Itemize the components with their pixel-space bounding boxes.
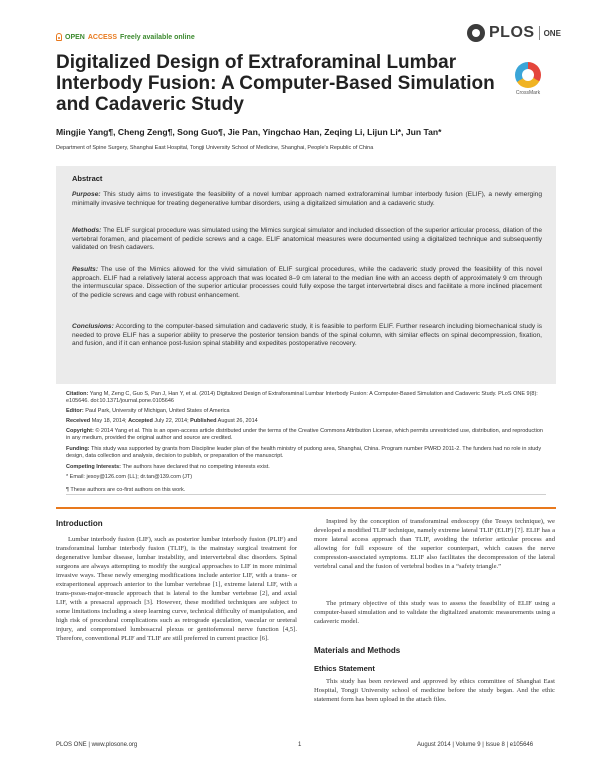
published-date: August 26, 2014	[217, 418, 258, 424]
author-affiliation: Department of Spine Surgery, Shanghai East Hospital, Tongji University School of Medicine, Shanghai, People's Republic of China	[56, 145, 374, 151]
copyright-label: Copyright:	[66, 428, 94, 434]
methods-label: Methods:	[72, 227, 102, 234]
footer-issue: August 2014 | Volume 9 | Issue 8 | e105646	[417, 742, 534, 748]
methods-heading: Materials and Methods	[314, 646, 401, 655]
editor	[66, 408, 546, 415]
open-access-lock-icon	[56, 33, 62, 41]
editor-text: Paul Park, University of Michigan, United States of America	[85, 408, 230, 414]
conclusions-label: Conclusions:	[72, 323, 114, 330]
corresponding-email[interactable]: * Email: jesoy@126.com (LL); dr.tan@139.com (JT)	[66, 474, 193, 480]
citation-text: Yang M, Zeng C, Guo S, Pan J, Han Y, et al. (2014) Digitalized Design of Extraforaminal Lumbar Interbody Fusion: A Computer-Based Simulation and Cadaveric Study. PLoS ONE 9(8): e105646. doi:10.1371/journal.pone.0105646	[66, 391, 538, 405]
page-number: 1	[298, 742, 302, 748]
copyright	[66, 428, 546, 443]
open-access-banner	[56, 33, 195, 41]
funding-label: Funding:	[66, 446, 90, 452]
abstract-conclusions	[72, 323, 542, 349]
purpose-label: Purpose:	[72, 191, 101, 198]
funding	[66, 446, 546, 461]
methods-text: The ELIF surgical procedure was simulated using the Mimics surgical simulator and included dissection of the superior articular process, dilation of the vertebral foramen, and placement of pedicle screws and a cage. ELIF anatomical measures were documented using a digitalized technique and subsequently validated on fresh cadavers.	[72, 227, 543, 252]
introduction-heading: Introduction	[56, 519, 103, 528]
access-label: ACCESS	[87, 33, 118, 41]
purpose-text: This study aims to investigate the feasibility of a novel lumbar approach named extraforaminal lumbar interbody fusion (ELIF), a newly emerging minimally invasive technique for treating degenerative lumbar disorders, using a digitalized simulation and a cadaveric study.	[72, 191, 542, 207]
journal-logo[interactable]	[467, 24, 561, 42]
citation-label: Citation:	[66, 391, 89, 397]
accepted-date: July 22, 2014;	[154, 418, 189, 424]
received-label: Received	[66, 418, 91, 424]
abstract-results	[72, 266, 542, 301]
journal-logo-sub: ONE	[543, 28, 561, 38]
freely-available-label: Freely available online	[120, 33, 195, 41]
competing-text: The authors have declared that no competing interests exist.	[122, 464, 270, 470]
published-label: Published	[190, 418, 217, 424]
received-date: May 18, 2014;	[91, 418, 127, 424]
competing-label: Competing Interests:	[66, 464, 122, 470]
crossmark-badge[interactable]	[507, 62, 549, 96]
results-label: Results:	[72, 266, 99, 273]
right-paragraph-2: The primary objective of this study was to assess the feasibility of ELIF using a computer-based simulation and to validate the digitalized anatomic measurements using a cadaveric model.	[314, 600, 555, 625]
introduction-paragraph: Lumbar interbody fusion (LIF), such as posterior lumbar interbody fusion (PLIF) and transforaminal lumbar interbody fusion (TLIF), is the mainstay surgical treatment for degenerative lumbar disease, lumbar instability, and intervertebral disc disorders. Spinal surgeons are always attempting to modify the surgical approaches to LIF in more minimal invasive ways. These newly emerging modifications include anterior LIF, with a trans- or extraperitoneal approach anterior to the lumbar vertebrae [1], extreme lateral LIF, with a trans-psoas-major-muscle approach that is lateral to the lumbar vertebrae [2], and axial LIF, with a presacral approach [3]. However, these modified techniques are subject to some limitations including a steep learning curve, technical difficulty of manipulation, and high risk of procedural complications such as retrograde ejaculation, vascular or ureteral injury, and compromised lumbosacral plexus or genitofemoral nerve function [4,5]. Therefore, conventional PLIF and TLIF are still preferred in current practice [6].	[56, 536, 297, 642]
ethics-heading: Ethics Statement	[314, 664, 375, 673]
open-label: OPEN	[65, 33, 85, 41]
results-text: The use of the Mimics allowed for the vivid simulation of ELIF surgical procedures, while the cadaveric study proved the feasibility of this novel approach. ELIF had a relatively lateral access approach that was located 8–9 cm lateral to the median line with an access depth of approximately 9 cm through the intermuscular space. Dissection of the superior articular processes could fully expose the target intervertebral discs and facilitate a more inclined placement of the pedicle screws and cage with robust enhancement.	[72, 266, 542, 300]
article-title: Digitalized Design of Extraforaminal Lumbar Interbody Fusion: A Computer-Based Simulation and Cadaveric Study	[56, 52, 495, 115]
journal-logo-text: PLOS	[489, 24, 535, 41]
funding-text: This study was supported by grants from Discipline leader plan of the health ministry of pudong area, Shanghai, China. Program number PWRD 2011-2. The funders had no role in study design, data collection and analysis, decision to publish, or preparation of the manuscript.	[66, 446, 542, 460]
ethics-paragraph: This study has been reviewed and approved by ethics committee of Shanghai East Hospital, Tongji University school of medicine before the study began. And the ethic statement form has been upload in the attach files.	[314, 678, 555, 703]
abstract-methods	[72, 227, 542, 253]
right-paragraph-1: Inspired by the conception of transforaminal endoscopy (the Tessys technique), we developed a modified TLIF technique, namely extreme lateral TLIF (ELIF) [7]. ELIF has a more lateral access approach than TLIF, avoiding the inferior articular process and allowing for full exposure of the superior counterpart, which causes the nerve compression-associated symptoms. ELIF also facilitates the decompression of the lateral vertebral canal and the fusion of vertebral bodies in a “safety triangle.”	[314, 518, 555, 570]
conclusions-text: According to the computer-based simulation and cadaveric study, it is feasible to perform ELIF. Further research including biomechanical study is needed to prove ELIF has a superior ability to preserve the posterior tension bands of the spinal column, with similar effects on spinal decompression, fixation, and fusion, and if it can enhance post-fusion spinal stability and expedites postoperative recovery.	[72, 323, 542, 348]
citation	[66, 391, 546, 406]
copyright-text: © 2014 Yang et al. This is an open-access article distributed under the terms of the Creative Commons Attribution License, which permits unrestricted use, distribution, and reproduction in any medium, provided the original author and source are credited.	[66, 428, 543, 442]
plos-logo-icon	[467, 24, 485, 42]
crossmark-icon	[515, 62, 541, 88]
abstract-box	[56, 166, 556, 384]
footer-journal[interactable]: PLOS ONE | www.plosone.org	[56, 742, 138, 748]
section-divider	[56, 507, 556, 509]
co-first-note: ¶ These authors are co-first authors on this work.	[66, 487, 186, 493]
competing-interests	[66, 464, 546, 471]
accepted-label: Accepted	[128, 418, 153, 424]
abstract-heading: Abstract	[72, 174, 103, 183]
author-list: Mingjie Yang¶, Cheng Zeng¶, Song Guo¶, Jie Pan, Yingchao Han, Zeqing Li, Lijun Li*, Jun Tan*	[56, 127, 442, 137]
abstract-purpose	[72, 191, 542, 208]
crossmark-label: CrossMark	[515, 90, 541, 96]
dates	[66, 418, 546, 425]
editor-label: Editor:	[66, 408, 84, 414]
logo-divider	[539, 26, 540, 40]
